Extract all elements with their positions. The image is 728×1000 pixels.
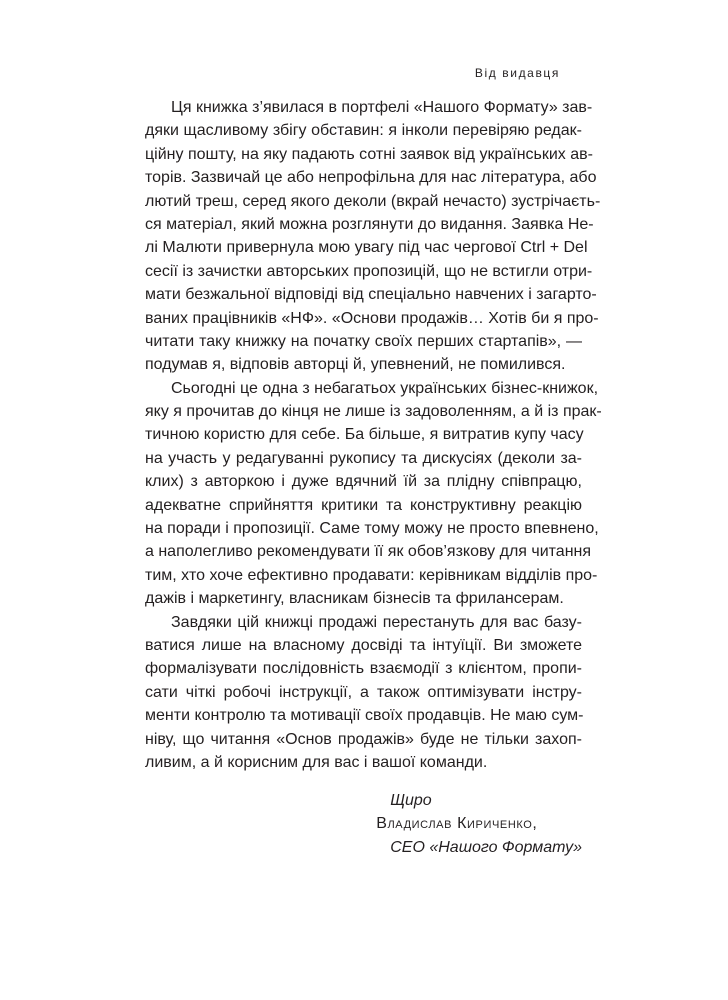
text-line: клих) з авторкою і дуже вдячний їй за плідну співпрацю, [145, 473, 582, 491]
text-line: Ця книжка з’явилася в портфелі «Нашого Формату» зав- [171, 99, 593, 116]
text-line: дяки щасливому збігу обставин: я інколи перевіряю редак- [145, 122, 582, 140]
text-line: а наполегливо рекомендувати її як обов’язкову для читання [145, 543, 592, 561]
text-line: ватися лише на власному досвіді та інтуїції. Ви зможете [145, 636, 582, 654]
text-line: ніву, що читання «Основ продажів» буде не тільки захоп- [145, 730, 582, 748]
text-line: торів. Зазвичай це або непрофільна для нас література, або [145, 169, 597, 187]
paragraph [145, 611, 582, 775]
paragraph [145, 96, 601, 377]
text-line: тичною користю для себе. Ба більше, я витратив купу часу [145, 426, 584, 444]
text-line: на участь у редагуванні рукопису та дискусіях (деколи за- [145, 449, 582, 467]
text-line: лі Малюти привернула мою увагу під час чергової Ctrl + Del [145, 239, 588, 257]
text-line: тим, хто хоче ефективно продавати: керівникам відділів про- [145, 566, 598, 584]
text-line: подумав я, відповів авторці й, упевнений, не помилився. [145, 356, 566, 374]
text-line: сесії із зачистки авторських пропозицій, що не встигли отри- [145, 262, 593, 280]
body-text [145, 96, 602, 774]
text-line: Сьогодні це одна з небагатьох українських бізнес-книжок, [171, 379, 599, 397]
text-line: дажів і маркетингу, власникам бізнесів та фрилансерам. [145, 590, 564, 608]
text-line: ся матеріал, який можна розглянути до видання. Заявка Не- [145, 215, 594, 233]
text-line: адекватне сприйняття критики та конструктивну реакцію [145, 496, 582, 514]
text-line: ливим, а й корисним для вас і вашої команди. [145, 753, 488, 771]
signature-name: Владислав Кириченко, [376, 815, 538, 833]
text-line: формалізувати послідовність взаємодії з клієнтом, пропи- [145, 660, 582, 678]
signature-closing: Щиро [390, 792, 432, 809]
text-line: сати чіткі робочі інструкції, а також оптимізувати інстру- [145, 683, 582, 701]
text-line: мати безжальної відповіді від спеціально навчених і загарто- [145, 286, 597, 304]
signature-role: CEO «Нашого Формату» [390, 838, 582, 856]
text-line: менти контролю та мотивації своїх продавців. Не маю сум- [145, 707, 584, 725]
text-line: ваних працівників «НФ». «Основи продажів… Хотів би я про- [145, 309, 599, 327]
text-line: лютий треш, серед якого деколи (вкрай нечасто) зустрічаєть- [145, 192, 601, 210]
signature-block [376, 789, 582, 859]
text-line: на поради і пропозиції. Саме тому можу не просто впевнено, [145, 520, 599, 538]
paragraph [145, 377, 602, 611]
text-line: ційну пошту, на яку падають сотні заявок від українських ав- [145, 145, 593, 163]
text-line: яку я прочитав до кінця не лише із задоволенням, а й із прак- [145, 403, 602, 421]
running-head: Від видавця [474, 66, 560, 80]
text-line: читати таку книжку на початку своїх перших стартапів», — [145, 332, 582, 350]
text-line: Завдяки цій книжці продажі перестануть для вас базу- [171, 613, 582, 631]
